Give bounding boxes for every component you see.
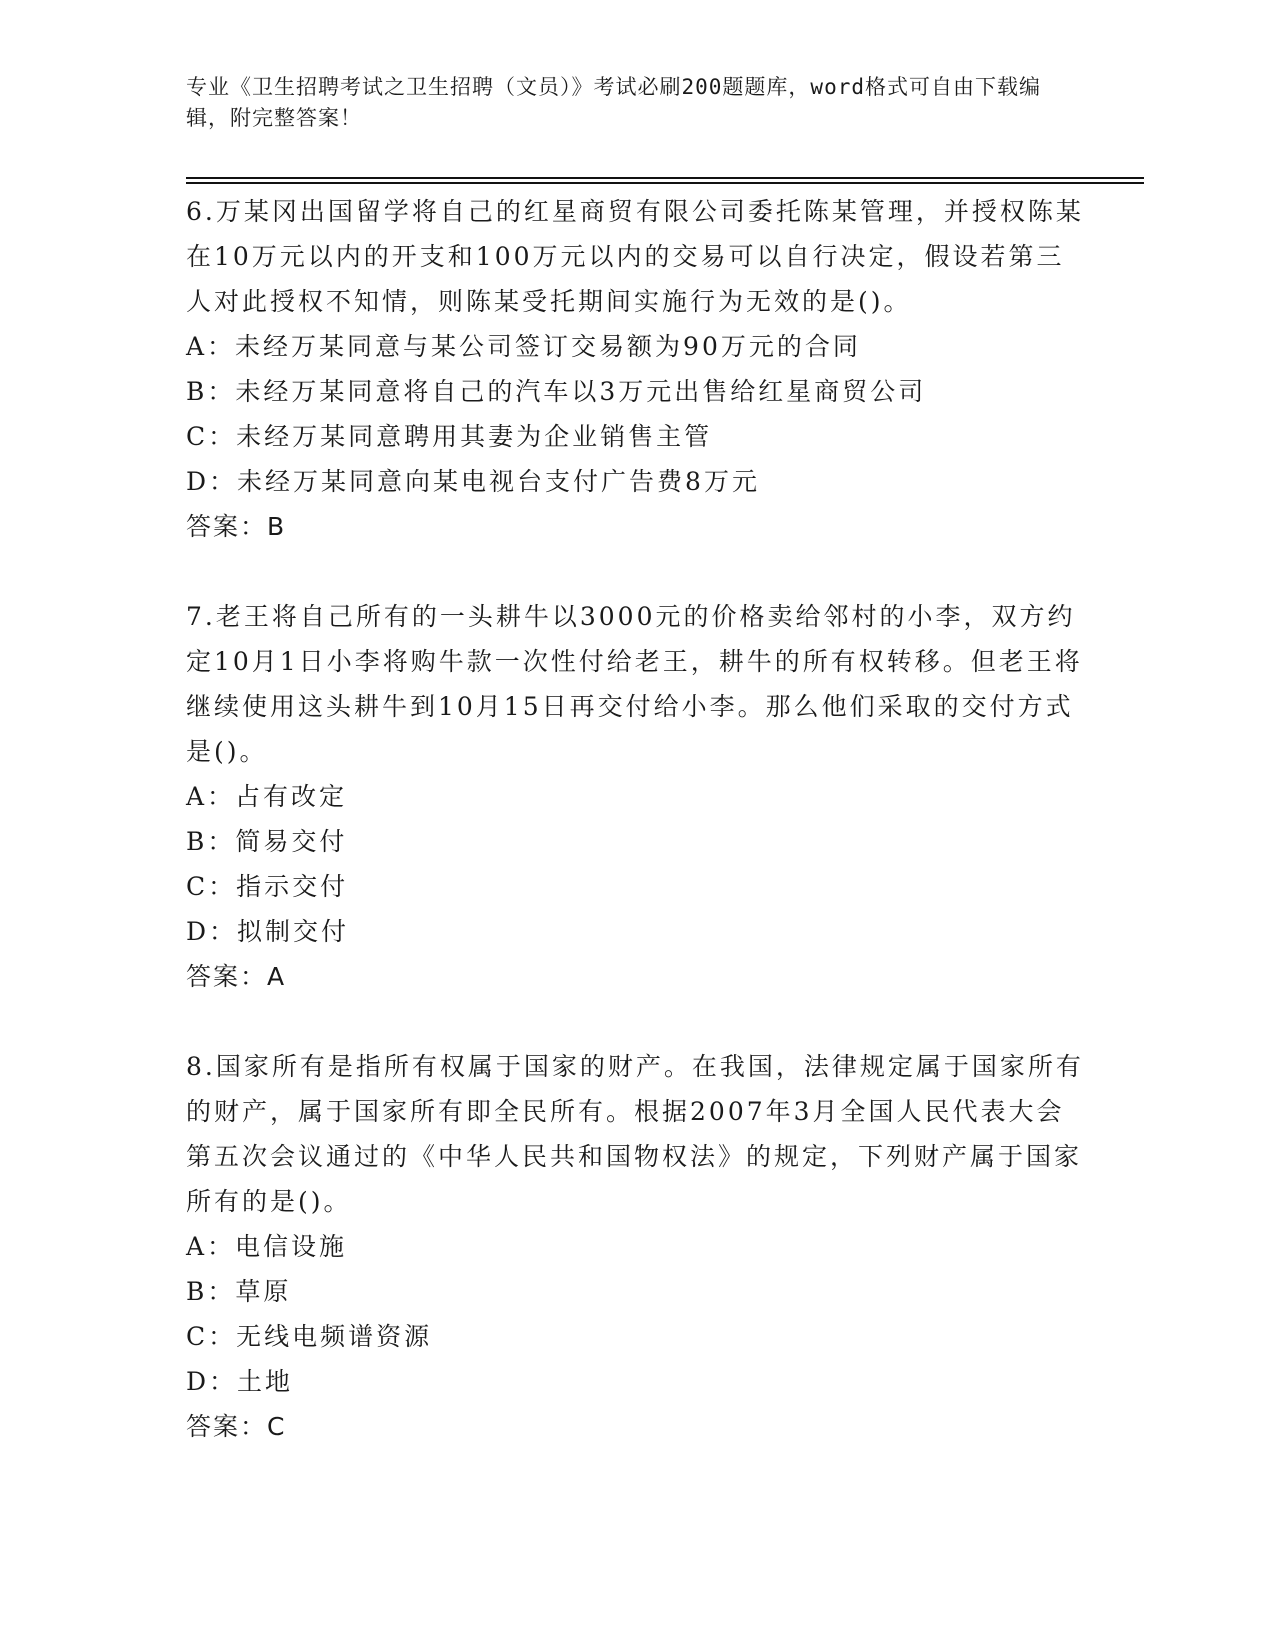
question-spacer xyxy=(186,999,1086,1044)
question-list xyxy=(186,189,1086,1449)
question-text: 6.万某冈出国留学将自己的红星商贸有限公司委托陈某管理，并授权陈某在10万元以内的开支和100万元以内的交易可以自行决定，假设若第三人对此授权不知情，则陈某受托期间实施行为无效的是()。 xyxy=(186,197,1084,316)
option-a: A：未经万某同意与某公司签订交易额为90万元的合同 xyxy=(186,332,861,361)
option-b: B：简易交付 xyxy=(186,827,348,856)
option-d: D：拟制交付 xyxy=(186,917,350,946)
question-text: 7.老王将自己所有的一头耕牛以3000元的价格卖给邻村的小李，双方约定10月1日小李将购牛款一次性付给老王，耕牛的所有权转移。但老王将继续使用这头耕牛到10月15日再交付给小李。那么他们采取的交付方式是()。 xyxy=(186,602,1083,766)
document-header: 专业《卫生招聘考试之卫生招聘（文员）》考试必刷200题题库，word格式可自由下载编辑，附完整答案！ xyxy=(186,75,1041,130)
option-d: D：未经万某同意向某电视台支付广告费8万元 xyxy=(186,467,760,496)
option-c: C：指示交付 xyxy=(186,872,349,901)
option-b: B：草原 xyxy=(186,1277,292,1306)
answer: 答案：C xyxy=(186,1412,287,1441)
option-b: B：未经万某同意将自己的汽车以3万元出售给红星商贸公司 xyxy=(186,377,927,406)
option-c: C：未经万某同意聘用其妻为企业销售主管 xyxy=(186,422,713,451)
question-text: 8.国家所有是指所有权属于国家的财产。在我国，法律规定属于国家所有的财产，属于国家所有即全民所有。根据2007年3月全国人民代表大会第五次会议通过的《中华人民共和国物权法》的规定，下列财产属于国家所有的是()。 xyxy=(186,1052,1084,1216)
option-c: C：无线电频谱资源 xyxy=(186,1322,433,1351)
option-a: A：电信设施 xyxy=(186,1232,348,1261)
header-rule-bottom xyxy=(186,182,1144,184)
option-d: D：土地 xyxy=(186,1367,294,1396)
question-7 xyxy=(186,594,1086,999)
header-rule-top xyxy=(186,177,1144,179)
question-6 xyxy=(186,189,1086,549)
answer: 答案：A xyxy=(186,962,287,991)
question-spacer xyxy=(186,549,1086,594)
question-8 xyxy=(186,1044,1086,1449)
option-a: A：占有改定 xyxy=(186,782,348,811)
answer: 答案：B xyxy=(186,512,287,541)
